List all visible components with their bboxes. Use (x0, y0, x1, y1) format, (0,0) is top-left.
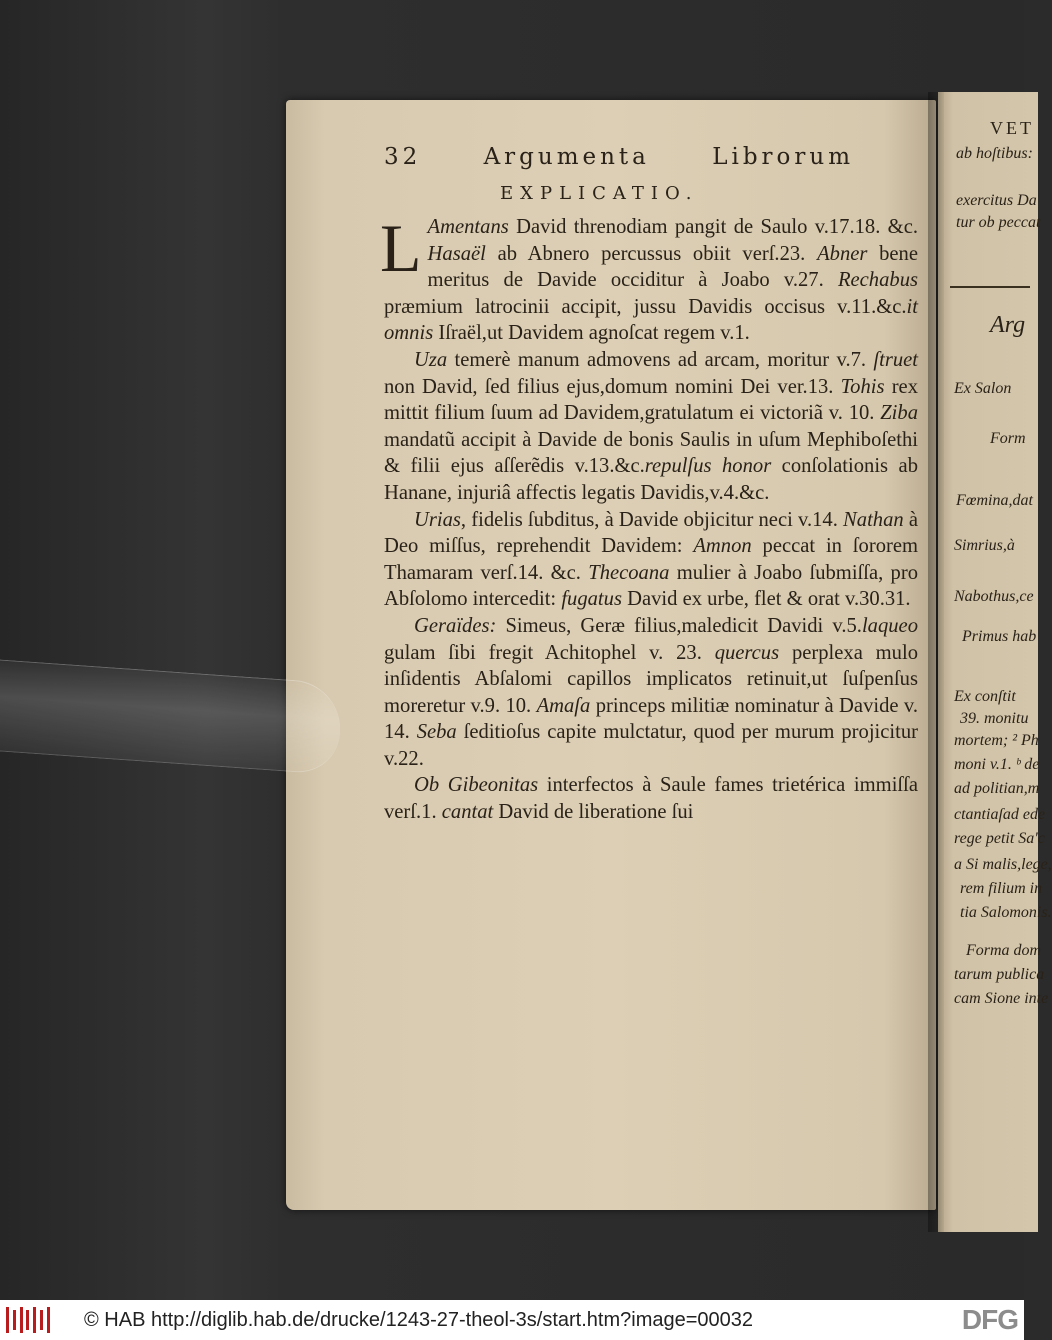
text-run: à Deo miſſus, reprehendit Davidem: (384, 508, 919, 558)
paragraph (384, 347, 918, 507)
text-run: , fidelis ſubditus, à Davide objicitur neci v.14. (460, 508, 844, 531)
running-head-right: Librorum (712, 144, 854, 170)
right-page-line: rem filium in (960, 880, 1043, 897)
right-page-line: 39. monitu (960, 710, 1029, 727)
text-run: interfectos à Saule fames trietérica immiſſa verſ.1. (384, 774, 918, 824)
right-page-line: Simrius,à (954, 537, 1015, 554)
paragraph (380, 210, 918, 347)
italic-term: Ob Gibeonitas (414, 774, 539, 797)
italic-term: Amentans (427, 216, 509, 238)
right-page-line: Arg (990, 312, 1026, 338)
italic-term: Ziba (880, 402, 918, 425)
right-page (938, 92, 1041, 1232)
italic-term: Uza (414, 348, 448, 371)
text-run: perplexa mulo inſidentis Abſalomi capillos implicatos retinuit,ut ſuſpenſus moreretur v.9. 10. (384, 641, 918, 717)
italic-term: cantat (441, 801, 494, 824)
right-page-line: exercitus Da (956, 192, 1037, 209)
right-page-line: tur ob peccat (956, 214, 1041, 231)
right-page-line: Form (990, 430, 1026, 447)
text-run: princeps militiæ nominatur à Davide v. 14. (384, 694, 918, 744)
right-page-line: moni v.1. ᵇ de (954, 756, 1040, 773)
text-run: David ex urbe, flet & orat v.30.31. (621, 588, 911, 611)
italic-term: quercus (714, 641, 780, 664)
text-run: David de liberatione ſui (493, 801, 694, 824)
book-gutter (928, 92, 944, 1232)
paragraph (384, 772, 918, 825)
text-run: Simeus, Geræ filius,maledicit Davidi v.5. (496, 614, 862, 637)
italic-term: Hasaël (427, 242, 486, 265)
text-run: temerè manum admovens ad arcam, moritur v.7. (447, 348, 874, 371)
text-run: bene meritus de Davide occiditur à Joabo v.27. (427, 242, 918, 292)
right-page-line: Nabothus,ce (954, 588, 1034, 605)
viewer-footer (0, 1300, 1024, 1340)
text-run: non David, ſed filius ejus,domum nomini Dei ver.13. (384, 375, 841, 398)
italic-term: Seba (416, 721, 457, 744)
body-text (380, 210, 919, 826)
copyright-link[interactable]: © HAB http://diglib.hab.de/drucke/1243-27-theol-3s/start.htm?image=00032 (84, 1308, 754, 1331)
page-number: 32 (384, 144, 422, 170)
italic-term: laqueo (861, 614, 918, 637)
paragraph (384, 613, 918, 773)
text-run: mandatũ accipit à Davide de bonis Saulis in uſum Mephiboſethi & filii ejus aſſerẽdis v.13.&c. (384, 428, 918, 478)
right-page-line: ctantiaſad ede (954, 806, 1046, 823)
right-page-line: mortem; ² Ph (954, 732, 1039, 749)
text-run: ſeditioſus capite mulctatur, quod per murum projicitur v.22. (384, 721, 918, 770)
running-head (384, 144, 854, 170)
right-page-line: tarum publica (954, 966, 1045, 983)
right-page-line: ad politian,m (954, 780, 1040, 797)
text-run: mulier à Joabo ſubmiſſa, pro Abſolomo intercedit: (384, 561, 918, 611)
drop-cap: L (380, 210, 422, 286)
right-page-line: a Si malis,lege, (954, 856, 1052, 873)
right-page-line: ab hoſtibus: (956, 145, 1033, 162)
text-run: gulam ſibi fregit Achitophel v. 23. (384, 641, 715, 664)
italic-term: Geraïdes: (414, 614, 497, 637)
right-page-rule (950, 286, 1030, 288)
italic-term: repulſus honor (644, 455, 772, 478)
italic-term: Amaſa (536, 694, 591, 717)
text-run: David threnodiam pangit de Saulo v.17.18. &c. (508, 216, 918, 238)
section-heading: EXPLICATIO. (500, 183, 699, 204)
right-page-line: cam Sione inte (954, 990, 1049, 1007)
right-page-line: rege petit Sa'c (954, 830, 1045, 847)
text-run: Iſraël,ut Davidem agnoſcat regem v.1. (433, 322, 750, 345)
italic-term: Amnon (693, 535, 752, 558)
italic-term: it omnis (384, 295, 918, 345)
right-page-line: Primus hab (962, 628, 1037, 645)
right-page-line: Ex conſtit (954, 688, 1016, 705)
italic-term: Nathan (843, 508, 904, 531)
italic-term: Rechabus (837, 269, 918, 292)
text-run: ab Abnero percussus obiit verſ.23. (485, 242, 818, 265)
italic-term: ſtruet (873, 348, 918, 371)
text-run: rex mittit filium ſuum ad Davidem,gratulatum ei victoriã v. 10. (384, 375, 918, 425)
italic-term: Thecoana (588, 561, 670, 584)
right-running-head: VET (990, 118, 1034, 138)
italic-term: fugatus (561, 588, 622, 611)
italic-term: Urias (414, 508, 461, 531)
right-page-line: Forma dom (966, 942, 1042, 959)
dfg-logo[interactable]: DFG (961, 1304, 1018, 1335)
running-head-left: Argumenta (483, 144, 650, 170)
right-page-line: tia Salomonis. (960, 904, 1052, 921)
italic-term: Abner (817, 242, 868, 265)
italic-term: Tohis (840, 375, 885, 398)
hab-logo-icon[interactable] (6, 1305, 50, 1335)
right-page-line: Ex Salon (954, 380, 1012, 397)
paragraph (384, 507, 918, 613)
text-run: conſolationis ab Hanane, injuriâ affectis legatis Davidis,v.4.&c. (384, 455, 918, 504)
text-run: peccat in ſororem Thamaram verſ.14. &c. (384, 535, 919, 584)
text-run: præmium latrocinii accipit, jussu Davidis occisus v.11.&c. (384, 295, 907, 318)
right-page-line: Fœmina,dat (956, 492, 1033, 509)
